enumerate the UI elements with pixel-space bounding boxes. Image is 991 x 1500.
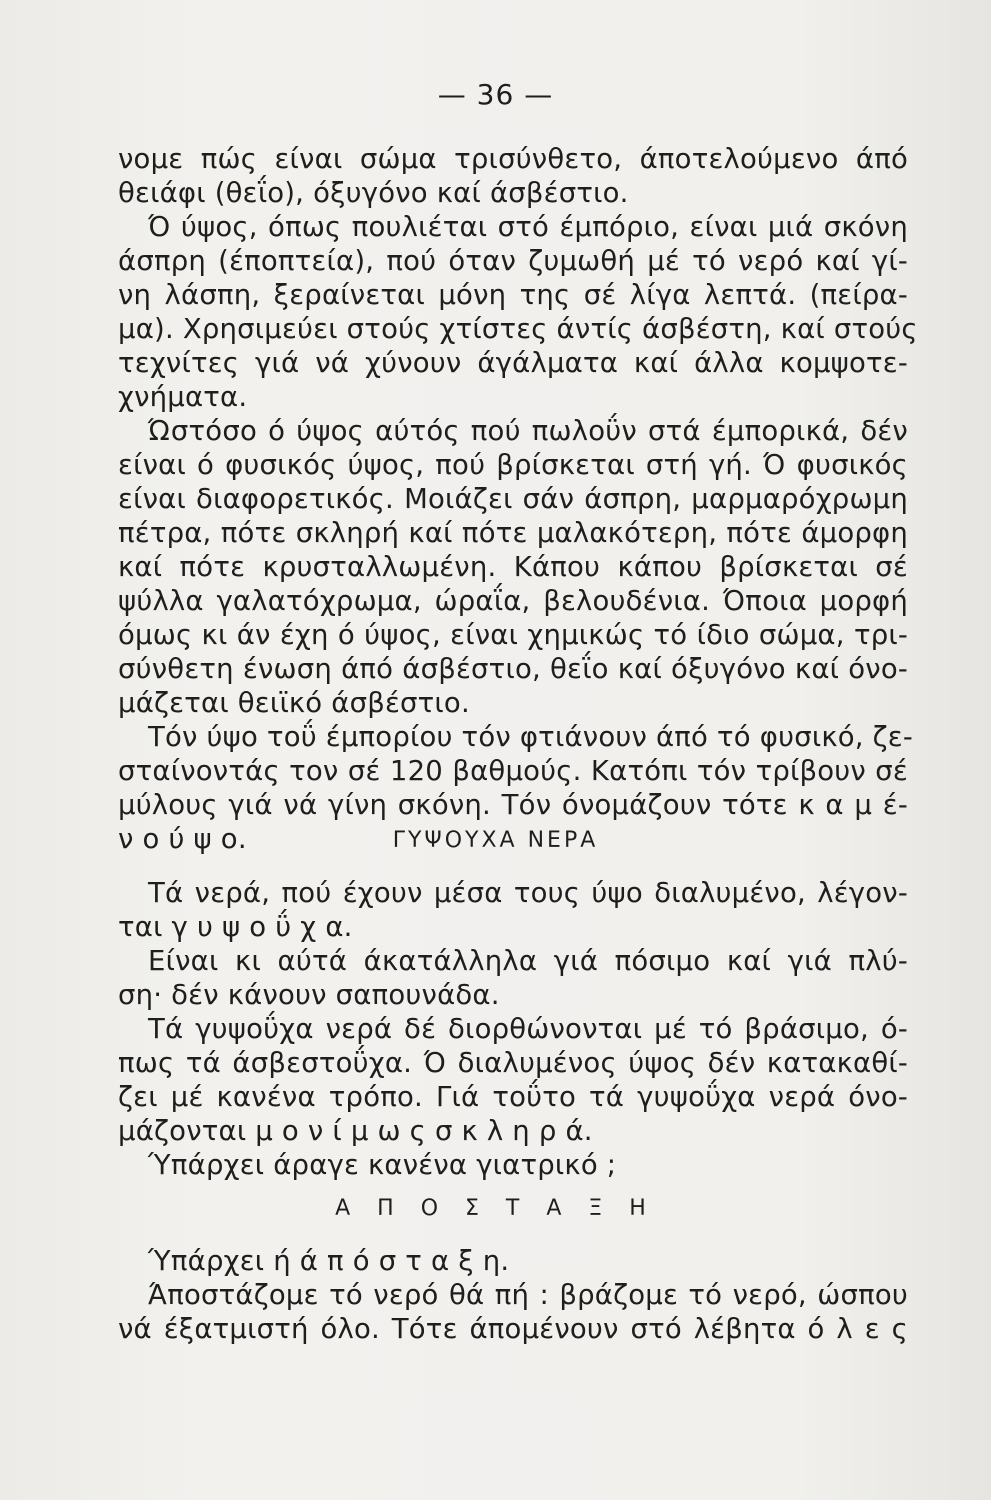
text-line: θειάφι (θεΐο), όξυγόνο καί άσβέστιο. (118, 177, 629, 209)
text-line: νά έξατμιστή όλο. Τότε άπομένουν στό λέβητα ό λ ε ς (118, 1313, 908, 1345)
text-line: ζει μέ κανένα τρόπο. Γιά τοΰτο τά γυψοΰχα νερά όνο- (118, 1081, 908, 1113)
text-line: είναι διαφορετικός. Μοιάζει σάν άσπρη, μαρμαρόχρωμη (118, 483, 908, 515)
text-line: σταίνοντάς τον σέ 120 βαθμούς. Κατόπι τόν τρίβουν σέ (118, 755, 908, 787)
text-line: σύνθετη ένωση άπό άσβέστιο, θεΐο καί όξυγόνο καί όνο- (118, 653, 908, 685)
section-heading-gypsum-water: ΓΥΨΟΥΧΑ ΝΕΡΑ (392, 828, 599, 853)
text-line: ση· δέν κάνουν σαπουνάδα. (118, 979, 500, 1011)
text-line: καί πότε κρυσταλλωμένη. Κάπου κάπου βρίσκεται σέ (118, 551, 908, 583)
text-line: τεχνίτες γιά νά χύνουν άγάλματα καί άλλα κομψοτε- (118, 347, 908, 379)
text-line: μάζονται μ ο ν ί μ ω ς σ κ λ η ρ ά. (118, 1115, 593, 1147)
text-line: Ύπάρχει ή ά π ό σ τ α ξ η. (148, 1245, 510, 1277)
text-line: Τά νερά, πού έχουν μέσα τους ύψο διαλυμένο, λέγον- (148, 877, 908, 909)
section-heading-distillation: Α Π Ο Σ Τ Α Ξ Η (335, 1196, 656, 1221)
text-line: είναι ό φυσικός ύψος, πού βρίσκεται στή γή. Ό φυσικός (118, 449, 908, 481)
text-line: πέτρα, πότε σκληρή καί πότε μαλακότερη, πότε άμορφη (118, 517, 908, 549)
text-line: χνήματα. (118, 381, 248, 413)
text-line: νομε πώς είναι σώμα τρισύνθετο, άποτελούμενο άπό (118, 143, 908, 175)
text-line: ψύλλα γαλατόχρωμα, ώραΐα, βελουδένια. Όποια μορφή (118, 585, 908, 617)
text-line: μα). Χρησιμεύει στούς χτίστες άντίς άσβέστη, καί στούς (118, 313, 918, 345)
text-line: μάζεται θειϊκό άσβέστιο. (118, 687, 470, 719)
text-line: ν ο ύ ψ ο. (118, 823, 247, 855)
text-line: Ύπάρχει άραγε κανένα γιατρικό ; (148, 1149, 617, 1181)
text-line: νη λάσπη, ξεραίνεται μόνη της σέ λίγα λεπτά. (πείρα- (118, 279, 908, 311)
text-line: πως τά άσβεστοΰχα. Ό διαλυμένος ύψος δέν κατακαθί- (118, 1047, 908, 1079)
page-number: — 36 — (437, 78, 554, 111)
text-line: Ώστόσο ό ύψος αύτός πού πωλοΰν στά έμπορικά, δέν (148, 415, 908, 447)
text-line: άσπρη (έποπτεία), πού όταν ζυμωθή μέ τό νερό καί γί- (118, 245, 908, 277)
text-line: ται γ υ ψ ο ΰ χ α. (118, 911, 353, 943)
text-line: Τά γυψοΰχα νερά δέ διορθώνονται μέ τό βράσιμο, ό- (148, 1013, 908, 1045)
text-line: Ό ύψος, όπως πουλιέται στό έμπόριο, είναι μιά σκόνη (148, 211, 908, 243)
text-line: Είναι κι αύτά άκατάλληλα γιά πόσιμο καί γιά πλύ- (148, 945, 908, 977)
text-line: Άποστάζομε τό νερό θά πή : βράζομε τό νερό, ώσπου (148, 1279, 908, 1311)
text-line: Τόν ύψο τοΰ έμπορίου τόν φτιάνουν άπό τό φυσικό, ζε- (148, 721, 913, 753)
text-line: όμως κι άν έχη ό ύψος, είναι χημικώς τό ίδιο σώμα, τρι- (118, 619, 908, 651)
text-line: μύλους γιά νά γίνη σκόνη. Τόν όνομάζουν τότε κ α μ έ- (118, 789, 908, 821)
